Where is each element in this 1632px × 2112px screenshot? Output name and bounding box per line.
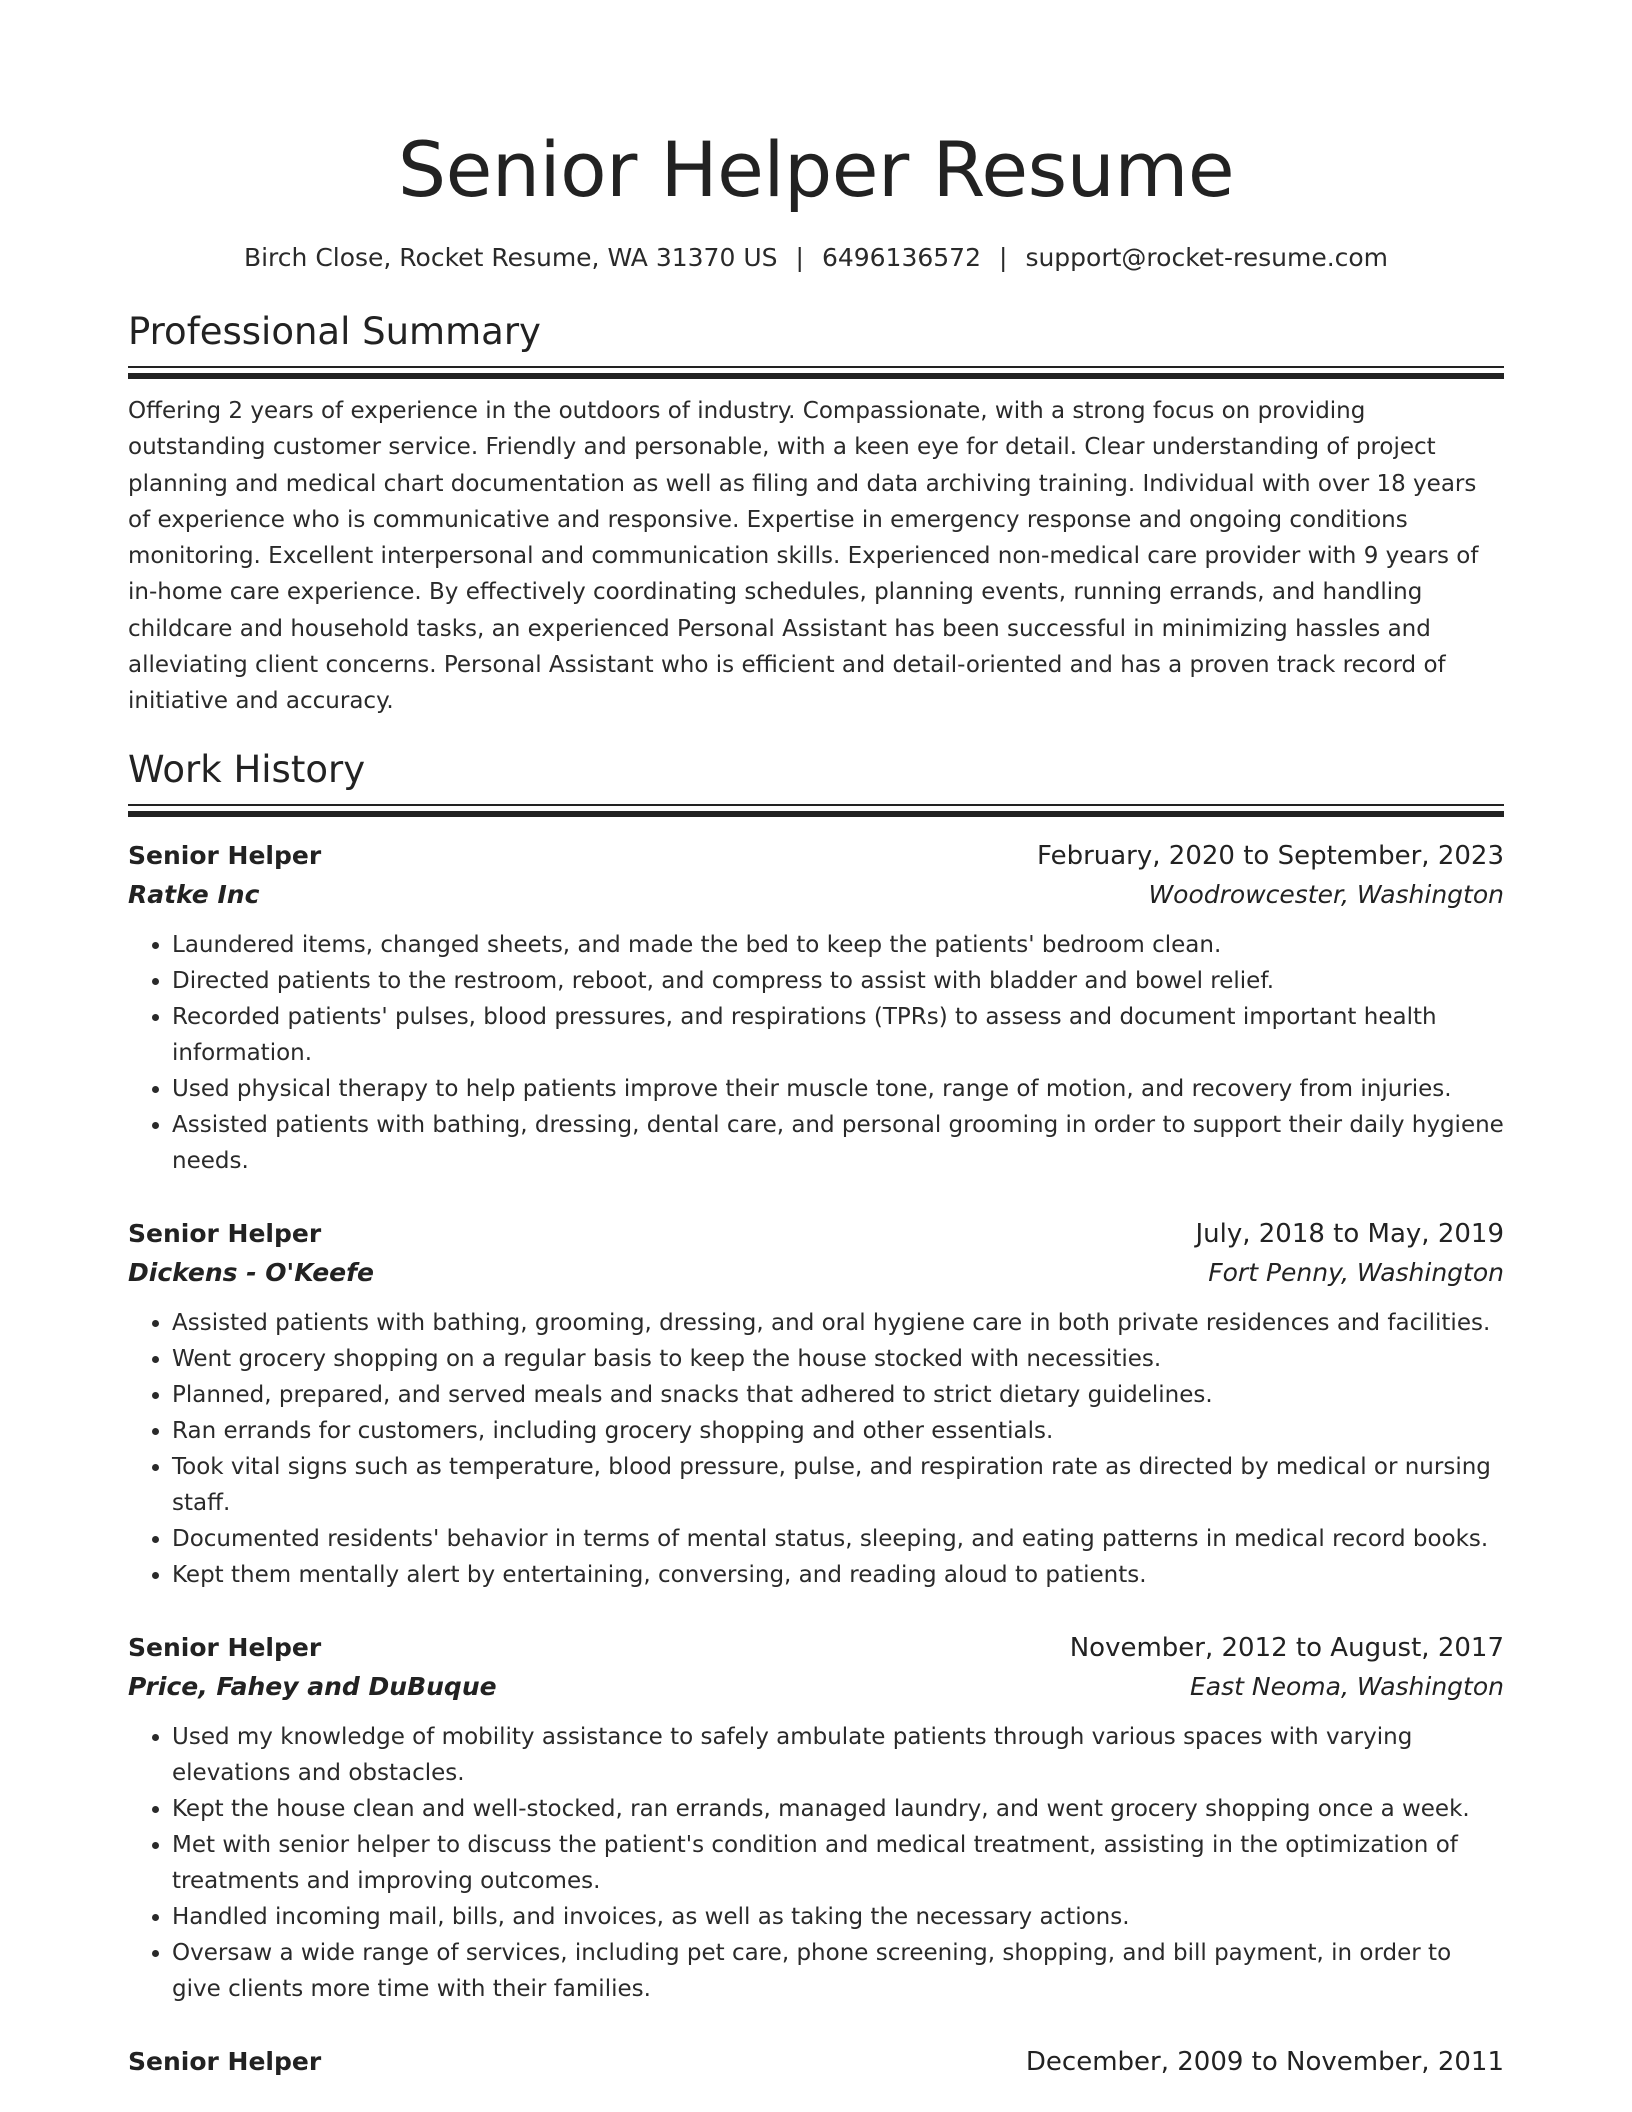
job-bullet: • Assisted patients with bathing, grooming, dressing, and oral hygiene care in both private residences and facilities. xyxy=(172,1305,1504,1341)
job-title: Senior Helper xyxy=(128,1218,322,1248)
summary-text: Offering 2 years of experience in the outdoors of industry. Compassionate, with a strong focus on providing outstanding customer service. Friendly and personable, with a keen eye for detail. Clear understanding of project planning and medical chart documentation as well as filing and data archiving training. Individual with over 18 years of experience who is communicative and responsive. Expertise in emergency response and ongoing conditions monitoring. Excellent interpersonal and communication skills. Experienced non-medical care provider with 9 years of in-home care experience. By effectively coordinating schedules, planning events, running errands, and handling childcare and household tasks, an experienced Personal Assistant has been successful in minimizing hassles and alleviating client concerns. Personal Assistant who is efficient and detail-oriented and has a proven track record of initiative and accuracy. xyxy=(128,398,1479,715)
job-entry xyxy=(128,837,1504,1179)
job-bullet: • Documented residents' behavior in terms of mental status, sleeping, and eating patterns in medical record books. xyxy=(172,1521,1504,1557)
job-bullets xyxy=(128,927,1504,1179)
job-entry xyxy=(128,1215,1504,1593)
job-dates: December, 2009 to November, 2011 xyxy=(1025,2046,1504,2077)
contact-separator: | xyxy=(999,243,1008,272)
job-bullet: • Took vital signs such as temperature, blood pressure, pulse, and respiration rate as directed by medical or nursing staff. xyxy=(172,1449,1504,1521)
job-location: East Neoma, Washington xyxy=(1190,1671,1504,1701)
resume-page xyxy=(128,0,1504,2081)
contact-email[interactable]: support@rocket-resume.com xyxy=(1025,243,1389,272)
job-bullet: • Ran errands for customers, including grocery shopping and other essentials. xyxy=(172,1413,1504,1449)
job-dates: July, 2018 to May, 2019 xyxy=(1195,1218,1504,1249)
job-title: Senior Helper xyxy=(128,1632,322,1662)
job-entry xyxy=(128,1629,1504,2007)
summary-heading: Professional Summary xyxy=(128,310,541,353)
job-bullet: • Directed patients to the restroom, reboot, and compress to assist with bladder and bowel relief. xyxy=(172,963,1504,999)
contact-address: Birch Close, Rocket Resume, WA 31370 US xyxy=(243,243,778,272)
job-location: Woodrowcester, Washington xyxy=(1148,879,1504,909)
job-bullets xyxy=(128,1719,1504,2007)
job-bullet: • Laundered items, changed sheets, and made the bed to keep the patients' bedroom clean. xyxy=(172,927,1504,963)
job-entry xyxy=(128,2043,1504,2081)
job-bullet: • Planned, prepared, and served meals and snacks that adhered to strict dietary guidelines. xyxy=(172,1377,1504,1413)
job-bullet: • Handled incoming mail, bills, and invoices, as well as taking the necessary actions. xyxy=(172,1899,1504,1935)
contact-line xyxy=(128,240,1504,276)
job-company: Price, Fahey and DuBuque xyxy=(128,1671,497,1701)
job-dates: November, 2012 to August, 2017 xyxy=(1069,1632,1504,1663)
resume-title: Senior Helper Resume xyxy=(397,125,1235,214)
job-dates: February, 2020 to September, 2023 xyxy=(1037,840,1504,871)
job-title: Senior Helper xyxy=(128,2046,322,2076)
job-location: Fort Penny, Washington xyxy=(1208,1257,1504,1287)
job-bullet: • Recorded patients' pulses, blood pressures, and respirations (TPRs) to assess and document important health information. xyxy=(172,999,1504,1071)
contact-separator: | xyxy=(795,243,804,272)
job-bullets xyxy=(128,1305,1504,1593)
section-divider xyxy=(128,366,1504,368)
section-divider xyxy=(128,804,1504,806)
job-bullet: • Used my knowledge of mobility assistance to safely ambulate patients through various spaces with varying elevations and obstacles. xyxy=(172,1719,1504,1791)
summary-section xyxy=(128,308,1504,720)
job-company: Ratke Inc xyxy=(128,879,260,909)
contact-phone: 6496136572 xyxy=(821,243,981,272)
section-divider-thick xyxy=(128,373,1504,379)
job-bullet: • Met with senior helper to discuss the patient's condition and medical treatment, assisting in the optimization of treatments and improving outcomes. xyxy=(172,1827,1504,1899)
section-divider-thick xyxy=(128,811,1504,817)
job-bullet: • Kept the house clean and well-stocked, ran errands, managed laundry, and went grocery shopping once a week. xyxy=(172,1791,1504,1827)
job-company: Dickens - O'Keefe xyxy=(128,1257,374,1287)
work-history-heading: Work History xyxy=(128,747,366,791)
job-title: Senior Helper xyxy=(128,840,322,870)
job-bullet: • Used physical therapy to help patients improve their muscle tone, range of motion, and recovery from injuries. xyxy=(172,1071,1504,1107)
job-bullet: • Went grocery shopping on a regular basis to keep the house stocked with necessities. xyxy=(172,1341,1504,1377)
job-bullet: • Oversaw a wide range of services, including pet care, phone screening, shopping, and bill payment, in order to give clients more time with their families. xyxy=(172,1935,1504,2007)
work-history-section xyxy=(128,746,1504,2081)
job-bullet: • Assisted patients with bathing, dressing, dental care, and personal grooming in order to support their daily hygiene needs. xyxy=(172,1107,1504,1179)
job-bullet: • Kept them mentally alert by entertaining, conversing, and reading aloud to patients. xyxy=(172,1557,1504,1593)
